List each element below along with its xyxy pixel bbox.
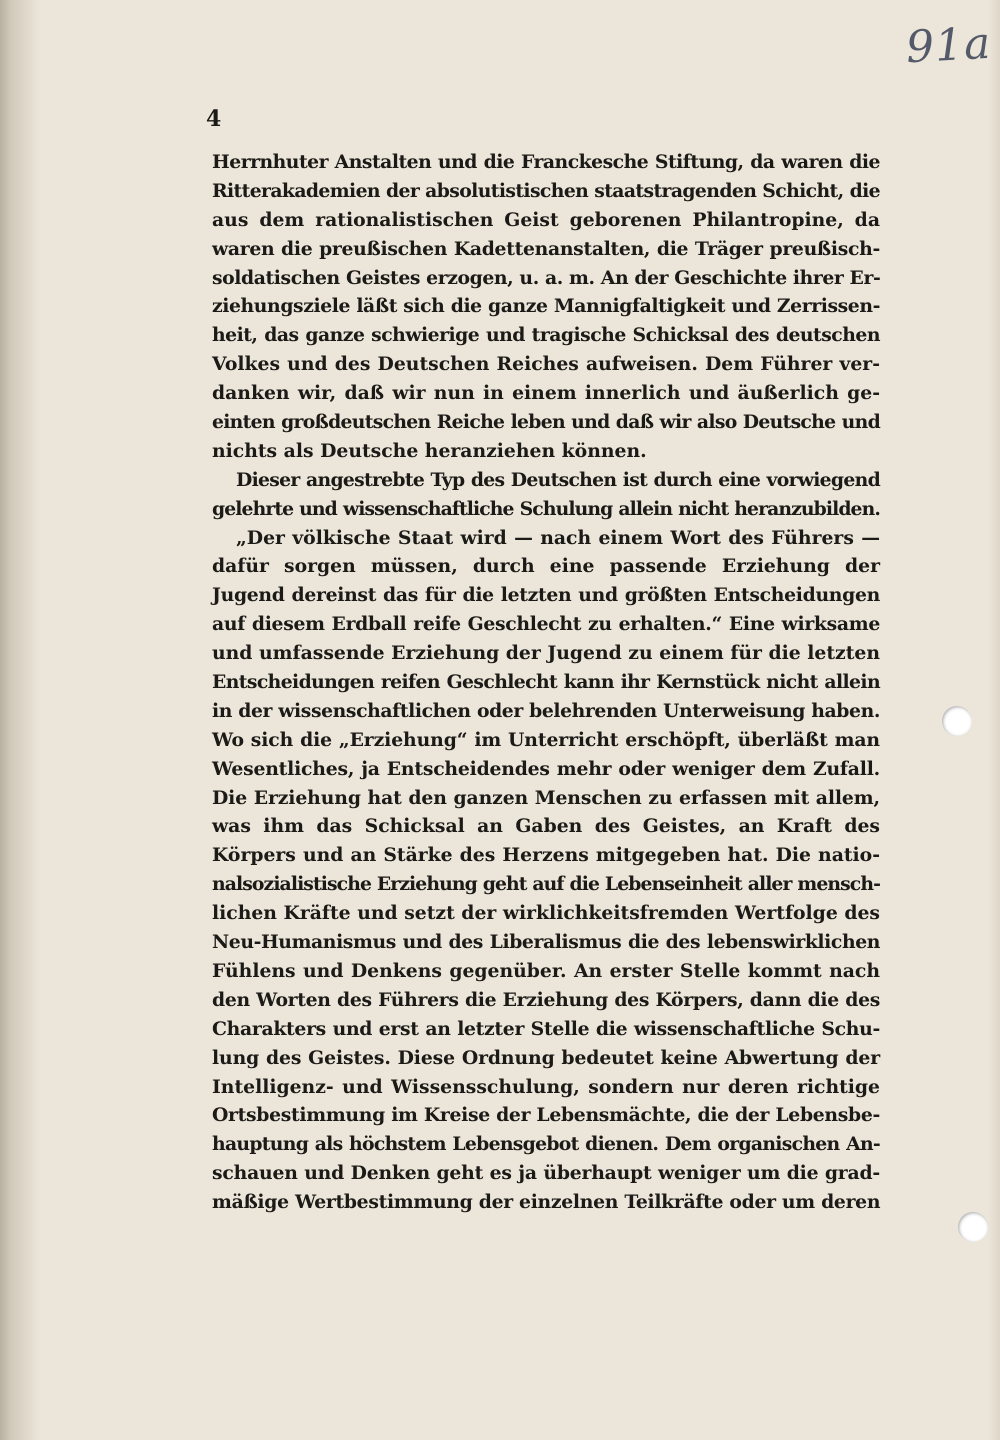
page-right-edge	[988, 0, 1000, 1440]
text-line: mäßige Wertbestimmung der einzelnen Teilkräfte oder um deren	[212, 1191, 881, 1214]
page-shadow-edge	[0, 0, 40, 1440]
text-line: waren die preußischen Kadettenanstalten, die Träger preußisch-	[212, 237, 880, 260]
text-line: Ortsbestimmung im Kreise der Lebensmächte, die der Lebensbe-	[212, 1104, 881, 1127]
text-line: Ritterakademien der absolutistischen staatstragenden Schicht, die	[212, 179, 880, 202]
text-line: hauptung als höchstem Lebensgebot dienen. Dem organischen An-	[212, 1133, 880, 1156]
text-line: einten großdeutschen Reiche leben und daß wir also Deutsche und	[212, 411, 880, 434]
text-line: Volkes und des Deutschen Reiches aufweisen. Dem Führer ver-	[212, 353, 880, 376]
text-line: Wo sich die „Erziehung“ im Unterricht erschöpft, überläßt man	[212, 728, 880, 751]
text-line: Dieser angestrebte Typ des Deutschen ist durch eine vorwiegend	[236, 468, 880, 491]
text-line: ziehungsziele läßt sich die ganze Mannigfaltigkeit und Zerrissen-	[212, 295, 880, 318]
text-line: Charakters und erst an letzter Stelle die wissenschaftliche Schu-	[212, 1017, 880, 1040]
punch-hole-icon	[942, 706, 972, 736]
text-line: Jugend dereinst das für die letzten und größten Entscheidungen	[212, 584, 880, 607]
text-line: den Worten des Führers die Erziehung des Körpers, dann die des	[212, 988, 880, 1011]
text-line: Neu-Humanismus und des Liberalismus die des lebenswirklichen	[212, 931, 880, 954]
text-line: soldatischen Geistes erzogen, u. a. m. An der Geschichte ihrer Er-	[212, 266, 881, 289]
text-line: Herrnhuter Anstalten und die Franckesche Stiftung, da waren die	[212, 151, 880, 173]
page-number: 4	[206, 106, 222, 132]
body-text	[212, 148, 880, 1217]
text-line: aus dem rationalistischen Geist geborenen Philantropine, da	[212, 208, 880, 231]
text-line: „Der völkische Staat wird — nach einem Wort des Führers —	[236, 526, 880, 549]
text-line: lung des Geistes. Diese Ordnung bedeutet keine Abwertung der	[212, 1046, 880, 1069]
punch-hole-icon	[958, 1212, 988, 1242]
text-line: nichts als Deutsche heranziehen können.	[212, 439, 647, 462]
text-line: lichen Kräfte und setzt der wirklichkeitsfremden Wertfolge des	[212, 902, 880, 925]
text-line: Die Erziehung hat den ganzen Menschen zu erfassen mit allem,	[212, 786, 880, 809]
text-line: und umfassende Erziehung der Jugend zu einem für die letzten	[212, 642, 880, 665]
text-line: in der wissenschaftlichen oder belehrenden Unterweisung haben.	[212, 699, 880, 722]
text-line: Wesentliches, ja Entscheidendes mehr oder weniger dem Zufall.	[212, 757, 880, 780]
text-line: nalsozialistische Erziehung geht auf die Lebenseinheit aller mensch-	[212, 873, 880, 896]
handwritten-archive-number: 91a	[904, 17, 993, 74]
text-line: Fühlens und Denkens gegenüber. An erster Stelle kommt nach	[212, 959, 880, 982]
text-line: Intelligenz- und Wissensschulung, sondern nur deren richtige	[212, 1075, 880, 1098]
text-line: was ihm das Schicksal an Gaben des Geistes, an Kraft des	[212, 815, 880, 838]
text-line: dafür sorgen müssen, durch eine passende Erziehung der	[212, 555, 880, 578]
text-line: heit, das ganze schwierige und tragische Schicksal des deutschen	[212, 324, 880, 347]
text-line: schauen und Denken geht es ja überhaupt weniger um die grad-	[212, 1162, 880, 1185]
text-line: Entscheidungen reifen Geschlecht kann ihr Kernstück nicht allein	[212, 671, 880, 694]
text-line: danken wir, daß wir nun in einem innerlich und äußerlich ge-	[212, 382, 880, 405]
text-line: Körpers und an Stärke des Herzens mitgegeben hat. Die natio-	[212, 844, 880, 867]
text-line: gelehrte und wissenschaftliche Schulung allein nicht heranzubilden.	[212, 497, 880, 520]
text-line: auf diesem Erdball reife Geschlecht zu erhalten.“ Eine wirksame	[212, 613, 880, 636]
